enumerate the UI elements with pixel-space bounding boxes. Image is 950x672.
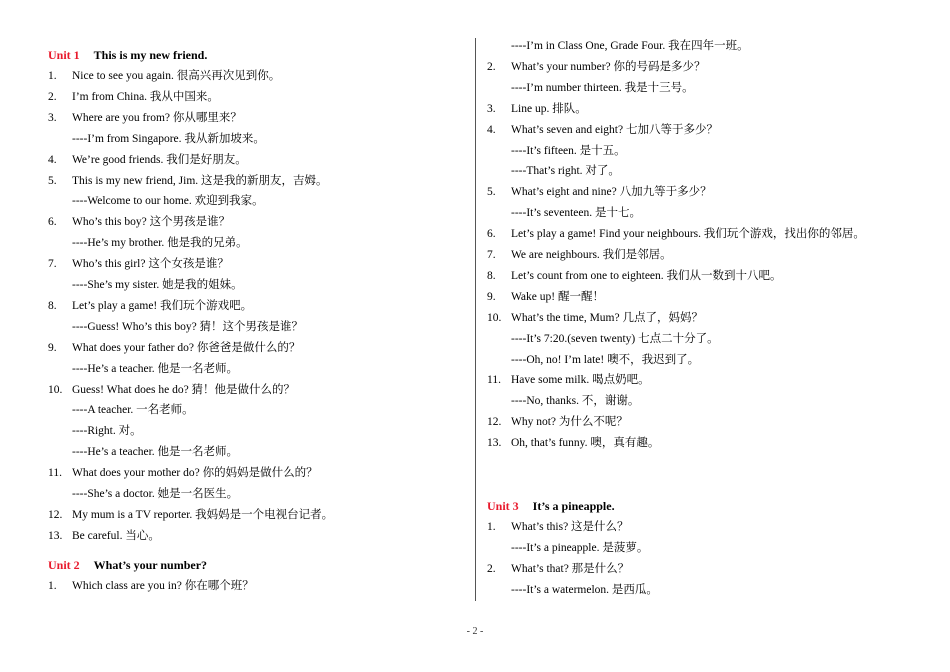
line-text: Oh, that’s funny. 噢，真有趣。: [511, 437, 660, 450]
line-text: Let’s play a game! 我们玩个游戏吧。: [72, 299, 253, 312]
line-text: ----It’s seventeen. 是十七。: [511, 207, 641, 220]
line-text: What’s this? 这是什么？: [511, 521, 629, 533]
unit-3-heading: [487, 496, 615, 517]
line-number: 13.: [487, 437, 502, 450]
line-text: What does your father do? 你爸爸是做什么的？: [72, 341, 301, 354]
line-text: ----Guess! Who’s this boy? 猜！这个男孩是谁？: [72, 320, 304, 333]
line-text: Be careful. 当心。: [72, 529, 160, 542]
line-number: 12.: [487, 416, 502, 429]
line-number: 7.: [48, 258, 57, 271]
line-number: 8.: [487, 269, 496, 282]
line-text: Let’s play a game! Find your neighbours. 我们玩个游戏，找出你的邻居。: [511, 228, 865, 241]
line-text: ----A teacher. 一名老师。: [72, 404, 194, 417]
line-number: 5.: [48, 174, 57, 187]
line-number: 9.: [48, 341, 57, 354]
line-number: 3.: [48, 111, 57, 124]
line-number: 12.: [48, 508, 63, 521]
line-text: Nice to see you again. 很高兴再次见到你。: [72, 70, 281, 82]
line-text: ----She’s a doctor. 她是一名医生。: [72, 488, 239, 500]
line-text: We are neighbours. 我们是邻居。: [511, 249, 672, 261]
line-text: ----I’m in Class One, Grade Four. 我在四年一班。: [511, 40, 749, 52]
line-number: 11.: [487, 374, 501, 387]
unit-3-label: Unit 3: [487, 499, 519, 513]
page-number: - 2 -: [466, 626, 484, 637]
unit-2-title: What’s your number?: [93, 558, 208, 572]
line-text: Who’s this girl? 这个女孩是谁？: [72, 258, 229, 271]
line-number: 6.: [487, 228, 496, 241]
line-text: Let’s count from one to eighteen. 我们从一数到十八吧。: [511, 269, 782, 282]
line-text: What’s the time, Mum? 几点了，妈妈？: [511, 311, 703, 324]
line-text: ----Welcome to our home. 欢迎到我家。: [72, 195, 264, 208]
line-text: ----It’s 7:20.(seven twenty) 七点二十分了。: [511, 332, 719, 345]
line-text: Guess! What does he do? 猜！他是做什么的？: [72, 383, 296, 396]
line-text: Where are you from? 你从哪里来？: [72, 111, 242, 124]
line-text: I’m from China. 我从中国来。: [72, 90, 219, 103]
line-number: 2.: [487, 60, 496, 73]
line-text: What does your mother do? 你的妈妈是做什么的？: [72, 467, 318, 480]
line-text: Line up. 排队。: [511, 102, 587, 115]
unit-2-heading: [48, 555, 207, 576]
line-number: 10.: [487, 311, 502, 324]
unit-1-label: Unit 1: [48, 48, 80, 62]
line-number: 9.: [487, 290, 496, 303]
line-text: What’s seven and eight? 七加八等于多少？: [511, 123, 718, 136]
line-number: 3.: [487, 102, 496, 115]
line-text: My mum is a TV reporter. 我妈妈是一个电视台记者。: [72, 508, 334, 521]
line-number: 7.: [487, 249, 496, 261]
line-number: 5.: [487, 186, 496, 199]
line-number: 8.: [48, 299, 57, 312]
line-text: ----She’s my sister. 她是我的姐妹。: [72, 279, 243, 291]
line-number: 1.: [48, 70, 57, 82]
line-number: 4.: [48, 153, 57, 166]
line-text: What’s that? 那是什么？: [511, 562, 630, 575]
unit-2-label: Unit 2: [48, 558, 80, 572]
line-text: Which class are you in? 你在哪个班？: [72, 580, 254, 592]
line-text: What’s your number? 你的号码是多少？: [511, 60, 706, 73]
line-text: Who’s this boy? 这个男孩是谁？: [72, 216, 231, 229]
line-text: ----He’s a teacher. 他是一名老师。: [72, 362, 239, 375]
line-text: ----No, thanks. 不，谢谢。: [511, 395, 640, 408]
line-text: ----He’s a teacher. 他是一名老师。: [72, 446, 239, 459]
line-text: ----I’m number thirteen. 我是十三号。: [511, 81, 694, 94]
line-text: Wake up! 醒一醒！: [511, 290, 604, 303]
line-text: Why not? 为什么不呢？: [511, 416, 628, 429]
column-divider: [475, 38, 476, 601]
unit-1-title: This is my new friend.: [93, 48, 208, 62]
line-number: 4.: [487, 123, 496, 136]
line-text: ----Right. 对。: [72, 425, 142, 438]
line-number: 10.: [48, 383, 63, 396]
line-number: 1.: [487, 521, 496, 533]
line-text: ----I’m from Singapore. 我从新加坡来。: [72, 132, 265, 145]
line-number: 13.: [48, 529, 63, 542]
line-text: ----That’s right. 对了。: [511, 165, 620, 178]
line-text: ----It’s fifteen. 是十五。: [511, 144, 626, 157]
line-text: We’re good friends. 我们是好朋友。: [72, 153, 247, 166]
line-number: 2.: [487, 562, 496, 575]
line-text: What’s eight and nine? 八加九等于多少？: [511, 186, 712, 199]
line-text: ----It’s a pineapple. 是菠萝。: [511, 541, 649, 554]
line-number: 6.: [48, 216, 57, 229]
line-text: ----Oh, no! I’m late! 噢不，我迟到了。: [511, 353, 700, 366]
line-text: ----He’s my brother. 他是我的兄弟。: [72, 237, 248, 250]
line-number: 2.: [48, 90, 57, 103]
unit-3-title: It’s a pineapple.: [532, 499, 615, 513]
line-text: Have some milk. 喝点奶吧。: [511, 374, 650, 387]
line-number: 1.: [48, 580, 57, 592]
line-text: This is my new friend, Jim. 这是我的新朋友，吉姆。: [72, 174, 328, 187]
line-number: 11.: [48, 467, 62, 480]
unit-1-heading: [48, 45, 207, 66]
line-text: ----It’s a watermelon. 是西瓜。: [511, 583, 658, 596]
